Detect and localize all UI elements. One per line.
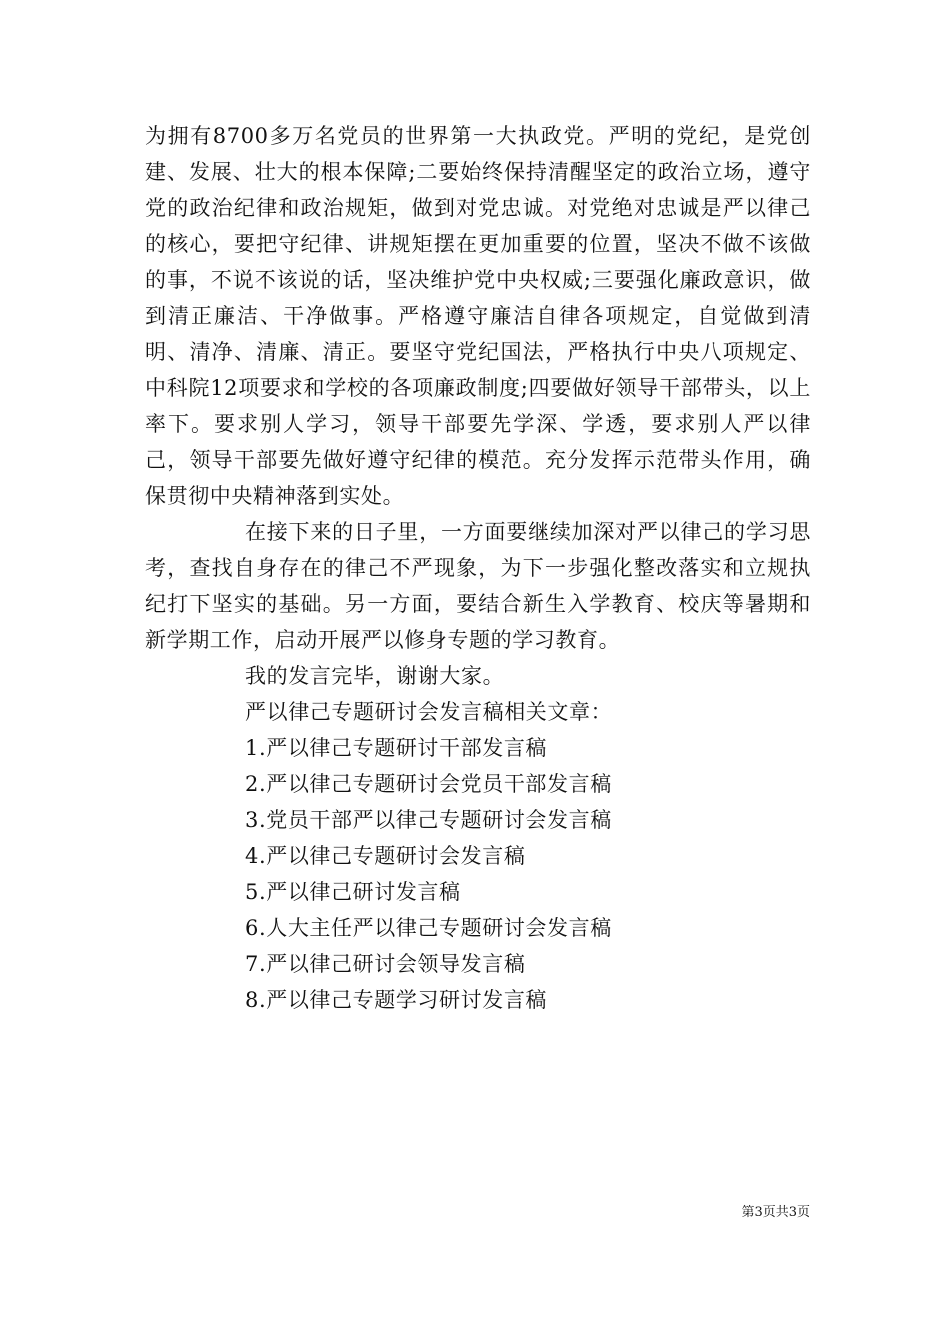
related-article-link[interactable]: 6.人大主任严以律己专题研讨会发言稿 <box>245 916 612 940</box>
body-paragraph: 为拥有8700多万名党员的世界第一大执政党。严明的党纪，是党创建、发展、壮大的根本保障;二要始终保持清醒坚定的政治立场，遵守党的政治纪律和政治规矩，做到对党忠诚。对党绝对忠诚是严以律己的核心，要把守纪律、讲规矩摆在更加重要的位置，坚决不做不该做的事，不说不该说的话，坚决维护党中央权威;三要强化廉政意识，做到清正廉洁、干净做事。严格遵守廉洁自律各项规定，自觉做到清明、清净、清廉、清正。要坚守党纪国法，严格执行中央八项规定、中科院12项要求和学校的各项廉政制度;四要做好领导干部带头，以上率下。要求别人学习，领导干部要先学深、学透，要求别人严以律己，领导干部要先做好遵守纪律的模范。充分发挥示范带头作用，确保贯彻中央精神落到实处。 <box>145 124 811 508</box>
related-article-link[interactable]: 7.严以律己研讨会领导发言稿 <box>245 952 526 976</box>
related-article-link[interactable]: 2.严以律己专题研讨会党员干部发言稿 <box>245 772 612 796</box>
related-article-link[interactable]: 1.严以律己专题研讨干部发言稿 <box>245 736 548 760</box>
closing-remark: 我的发言完毕，谢谢大家。 <box>245 664 505 688</box>
related-article-link[interactable]: 3.党员干部严以律己专题研讨会发言稿 <box>245 808 612 832</box>
related-article-link[interactable]: 5.严以律己研讨发言稿 <box>245 880 461 904</box>
document-body <box>145 118 811 1018</box>
related-articles-heading: 严以律己专题研讨会发言稿相关文章： <box>245 700 613 724</box>
related-article-link[interactable]: 4.严以律己专题研讨会发言稿 <box>245 844 526 868</box>
related-article-link[interactable]: 8.严以律己专题学习研讨发言稿 <box>245 988 548 1012</box>
page-number-footer: 第3页共3页 <box>741 1205 810 1220</box>
body-paragraph: 在接下来的日子里，一方面要继续加深对严以律己的学习思考，查找自身存在的律己不严现象，为下一步强化整改落实和立规执纪打下坚实的基础。另一方面，要结合新生入学教育、校庆等暑期和新学期工作，启动开展严以修身专题的学习教育。 <box>145 520 811 652</box>
